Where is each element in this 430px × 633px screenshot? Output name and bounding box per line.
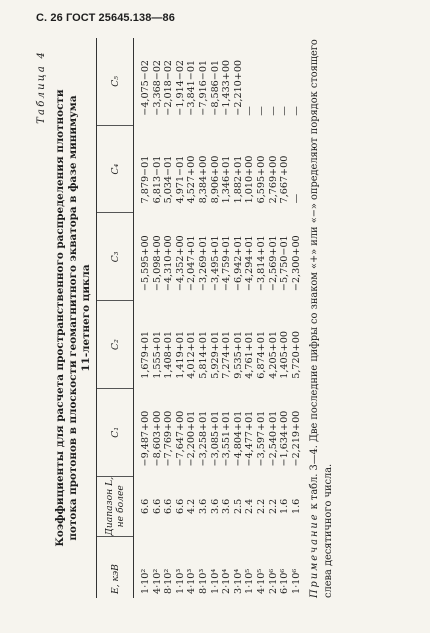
table-row <box>256 38 268 598</box>
table-row <box>279 38 291 598</box>
table-cell: 2·10⁴ <box>221 568 233 594</box>
table-cell: 6.6 <box>163 498 175 514</box>
rotated-page-content <box>36 38 386 598</box>
table-cell: 5,034−01 <box>163 155 175 204</box>
table-row <box>233 38 245 598</box>
table-cell: −3,495+01 <box>209 235 221 292</box>
table-cell: −3,814+01 <box>255 235 267 292</box>
table-cell: 3.6 <box>221 498 233 514</box>
table-cell: 2.5 <box>232 498 244 514</box>
page-header: С. 26 ГОСТ 25645.138—86 <box>36 12 175 24</box>
table-row <box>210 38 222 598</box>
table-cell: −1,634+00 <box>279 410 291 467</box>
table-title-line-3: 11-летнего цикла <box>80 264 92 372</box>
table-cell: 1,405+00 <box>279 331 291 379</box>
table-cell: 2·10⁶ <box>267 568 279 594</box>
table-title-line-1: Коэффициенты для расчета пространственного распределения плотности <box>54 89 66 547</box>
table-cell: −2,540+01 <box>267 410 279 467</box>
table-cell: 1·10⁶ <box>290 568 302 594</box>
table-cell: −4,804+01 <box>232 410 244 467</box>
table-cell: −2,569+01 <box>267 235 279 292</box>
table-cell: 1·10⁴ <box>209 568 221 594</box>
table-cell: 1,882+01 <box>232 155 244 204</box>
table-cell: 1,408+01 <box>163 331 175 379</box>
table-cell: 8,384+00 <box>197 155 209 204</box>
table-cell: −2,300+00 <box>290 235 302 292</box>
column-header: C₃ <box>97 212 133 300</box>
table-cell: 1,346+01 <box>221 155 233 204</box>
table-note <box>308 38 336 598</box>
table-cell: 1,010+00 <box>244 155 256 204</box>
table-cell: −3,258+01 <box>197 410 209 467</box>
column-header: E, кэВ <box>97 536 133 598</box>
table-cell: −3,597+01 <box>255 410 267 467</box>
table-row <box>186 38 198 598</box>
table-cell: 1,419+01 <box>174 331 186 379</box>
table-cell: −2,210+00 <box>232 59 244 116</box>
table-cell: 1·10² <box>140 568 151 594</box>
table-cell: 1,679+01 <box>140 331 151 379</box>
column-header: C₁ <box>97 388 133 476</box>
table-cell: −3,269+01 <box>197 235 209 292</box>
table-cell: 4·10⁵ <box>255 568 267 594</box>
table-row <box>221 38 233 598</box>
table-cell: 4,205+01 <box>267 331 279 379</box>
table-cell: 4,012+01 <box>186 331 198 379</box>
table-cell: −1,433+00 <box>221 59 233 116</box>
table-cell: 4·10² <box>151 568 163 594</box>
table-cell: −5,098+00 <box>151 235 163 292</box>
table-cell: −3,551+01 <box>221 410 233 467</box>
table-cell: 2,769+00 <box>267 155 279 204</box>
table-cell: — <box>244 106 256 116</box>
table-cell: −3,841−01 <box>186 59 198 116</box>
table-cell: 6,874+01 <box>255 331 267 379</box>
table-cell: 6.6 <box>174 498 186 514</box>
table-cell: — <box>267 106 279 116</box>
table-cell: −4,294+01 <box>244 235 256 292</box>
note-lead: Примечание <box>309 512 320 598</box>
table-cell: −2,219+00 <box>290 410 302 467</box>
note-text: к табл. 3—4. Две последние цифры со знаком «+» или «−» определяют порядок стоящего слева десятичного числа. <box>309 39 334 598</box>
table-row <box>140 38 152 598</box>
column-header: C₅ <box>109 76 121 87</box>
table-row <box>175 38 187 598</box>
table-cell: — <box>290 193 302 204</box>
table-cell: 7,274+01 <box>221 331 233 379</box>
table-cell: −7,647+00 <box>174 410 186 467</box>
table-cell: 4,527+00 <box>186 155 198 204</box>
table-cell: 3.6 <box>197 498 209 514</box>
table-cell: −4,310+00 <box>163 235 175 292</box>
table-cell: −9,487+00 <box>140 410 151 467</box>
table-cell: 3.6 <box>209 498 221 514</box>
table-cell: — <box>255 106 267 116</box>
table-label: Таблица 4 <box>36 50 47 124</box>
table-cell: −2,200+01 <box>186 410 198 467</box>
table-cell: 8·10³ <box>197 568 209 594</box>
table-cell: 4,761+01 <box>244 331 256 379</box>
table-cell: 1·10⁵ <box>244 568 256 594</box>
table-cell: 8,906+00 <box>209 155 221 204</box>
table-row <box>268 38 280 598</box>
table-cell: 5,814+01 <box>197 331 209 379</box>
table-row <box>152 38 164 598</box>
table-row <box>163 38 175 598</box>
table-cell: −6,942+01 <box>232 235 244 292</box>
table-title-line-2: потока протонов в плоскости геомагнитного экватора в фазе минимума <box>67 95 79 541</box>
column-header: Диапазон L, не более <box>97 476 133 536</box>
table-cell: −4,759+01 <box>221 235 233 292</box>
table-cell: 7,667+00 <box>279 155 291 204</box>
table-cell: −2,018−02 <box>163 59 175 116</box>
table-cell: 6.6 <box>140 498 151 514</box>
table-cell: — <box>290 106 302 116</box>
table-cell: −3,368−02 <box>151 59 163 116</box>
table-cell: −4,477+01 <box>244 410 256 467</box>
table-cell: 2.4 <box>244 498 256 514</box>
table-cell: −8,603+00 <box>151 410 163 467</box>
table-cell: −4,352+00 <box>174 235 186 292</box>
table-cell: −5,595+00 <box>140 235 151 292</box>
table-cell: 8·10² <box>163 568 175 594</box>
table-cell: 1·10³ <box>174 568 186 594</box>
column-header: C₂ <box>97 300 133 388</box>
table-cell: −7,916−01 <box>197 59 209 116</box>
table-cell: 6.6 <box>151 498 163 514</box>
column-header: C₄ <box>97 125 133 213</box>
table-cell: 1,555+01 <box>151 331 163 379</box>
table-cell: 4·10³ <box>186 568 198 594</box>
table-row <box>244 38 256 598</box>
table-cell: 2.2 <box>267 498 279 514</box>
table-cell: −7,769+00 <box>163 410 175 467</box>
table-cell: −8,586−01 <box>209 59 221 116</box>
table-cell: — <box>279 106 291 116</box>
table-cell: −3,085+01 <box>209 410 221 467</box>
table-cell: 5,720+00 <box>290 331 302 379</box>
table-header-row <box>97 38 134 598</box>
table-cell: 7,879−01 <box>140 155 151 204</box>
table-row <box>291 38 303 598</box>
table-cell: −5,750−01 <box>279 235 291 292</box>
table-cell: 2.2 <box>255 498 267 514</box>
table-cell: 9,535+01 <box>232 331 244 379</box>
table-cell: −2,047+01 <box>186 235 198 292</box>
table-cell: 3·10⁴ <box>232 568 244 594</box>
table-cell: 1.6 <box>279 498 291 514</box>
table-cell: 4,971−01 <box>174 155 186 204</box>
table-cell: 6·10⁶ <box>279 568 291 594</box>
table-row <box>198 38 210 598</box>
table-cell: 1.6 <box>290 498 302 514</box>
table-cell: 4.2 <box>186 498 198 514</box>
table-cell: −4,075−02 <box>140 59 151 116</box>
coefficients-table <box>96 38 302 598</box>
table-cell: −1,914−02 <box>174 59 186 116</box>
table-cell: 6,595+00 <box>255 155 267 204</box>
table-cell: 6,813−01 <box>151 155 163 204</box>
table-body <box>134 38 302 598</box>
table-cell: 5,929+01 <box>209 331 221 379</box>
